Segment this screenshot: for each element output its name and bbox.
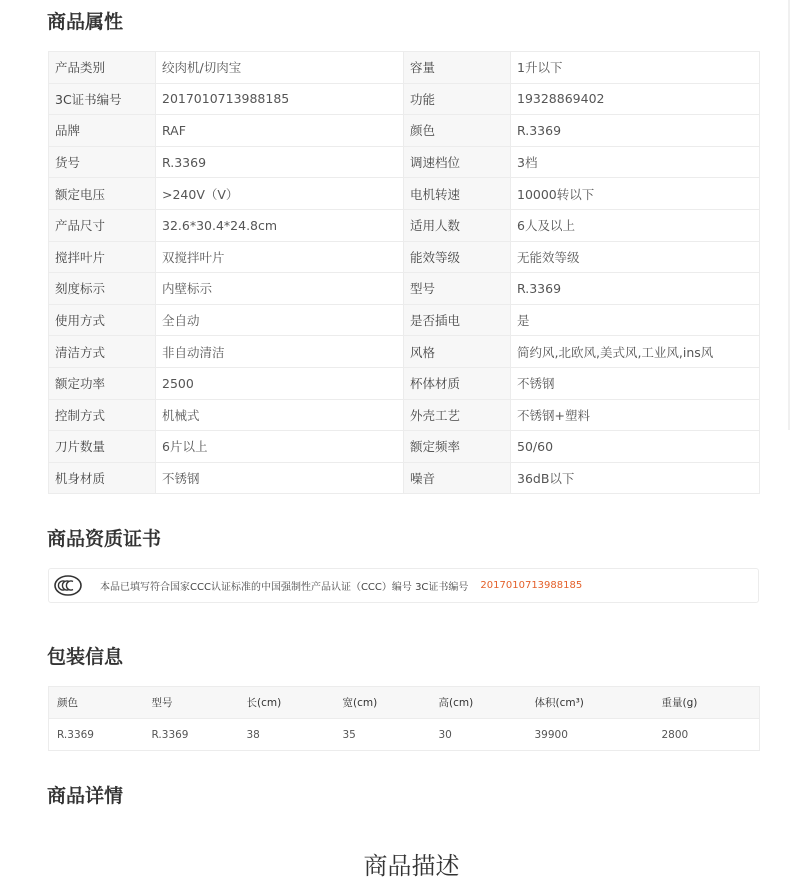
attribute-value: 19328869402	[511, 83, 760, 115]
attribute-value: 6片以上	[156, 431, 404, 463]
packaging-cell: 39900	[527, 719, 654, 751]
packaging-cell: R.3369	[49, 719, 144, 751]
attribute-value: 非自动清洁	[156, 336, 404, 368]
attribute-value: 全自动	[156, 304, 404, 336]
attribute-value: 1升以下	[511, 52, 760, 84]
attribute-row	[49, 367, 760, 399]
attribute-key: 搅拌叶片	[49, 241, 156, 273]
attribute-key: 能效等级	[404, 241, 511, 273]
attribute-key: 使用方式	[49, 304, 156, 336]
packaging-row	[49, 719, 760, 751]
attribute-key: 品牌	[49, 115, 156, 147]
packaging-header-cell: 高(cm)	[431, 687, 527, 719]
attribute-value: 10000转以下	[511, 178, 760, 210]
certificate-number: 2017010713988185	[480, 580, 583, 591]
certificate-box	[48, 568, 759, 603]
packaging-cell: 38	[239, 719, 335, 751]
attribute-key: 刀片数量	[49, 431, 156, 463]
attribute-value: 内壁标示	[156, 273, 404, 305]
packaging-table	[48, 686, 760, 751]
certificate-text: 本品已填写符合国家CCC认证标准的中国强制性产品认证（CCC）编号 3C证书编号	[100, 582, 469, 593]
packaging-cell: 30	[431, 719, 527, 751]
packaging-cell: 2800	[654, 719, 760, 751]
attribute-value: >240V（V）	[156, 178, 404, 210]
attribute-key: 功能	[404, 83, 511, 115]
attribute-value: 绞肉机/切肉宝	[156, 52, 404, 84]
attribute-key: 清洁方式	[49, 336, 156, 368]
product-description-heading: 商品描述	[363, 852, 460, 880]
attribute-value: 2500	[156, 367, 404, 399]
attribute-key: 产品尺寸	[49, 209, 156, 241]
attribute-value: 32.6*30.4*24.8cm	[156, 209, 404, 241]
packaging-cell: R.3369	[144, 719, 239, 751]
attribute-value: 6人及以上	[511, 209, 760, 241]
attribute-value: 机械式	[156, 399, 404, 431]
packaging-header-cell: 型号	[144, 687, 239, 719]
packaging-header-cell: 重量(g)	[654, 687, 760, 719]
attribute-key: 杯体材质	[404, 367, 511, 399]
attribute-value: RAF	[156, 115, 404, 147]
attribute-value: 无能效等级	[511, 241, 760, 273]
attribute-row	[49, 462, 760, 494]
attribute-value: R.3369	[511, 115, 760, 147]
packaging-header-cell: 体积(cm³)	[527, 687, 654, 719]
attribute-value: 50/60	[511, 431, 760, 463]
attribute-key: 颜色	[404, 115, 511, 147]
attribute-key: 额定功率	[49, 367, 156, 399]
attribute-row	[49, 209, 760, 241]
attribute-row	[49, 52, 760, 84]
attribute-row	[49, 83, 760, 115]
attribute-value: 不锈钢+塑料	[511, 399, 760, 431]
attribute-row	[49, 273, 760, 305]
packaging-header-row	[49, 687, 760, 719]
packaging-cell: 35	[335, 719, 431, 751]
attribute-key: 噪音	[404, 462, 511, 494]
packaging-section-title: 包装信息	[47, 646, 124, 668]
attribute-key: 风格	[404, 336, 511, 368]
attributes-section-title: 商品属性	[47, 11, 124, 33]
attribute-value: R.3369	[156, 146, 404, 178]
certificate-section-title: 商品资质证书	[47, 528, 162, 550]
attribute-key: 额定电压	[49, 178, 156, 210]
attribute-row	[49, 146, 760, 178]
attributes-table	[48, 51, 760, 494]
attribute-value: 双搅拌叶片	[156, 241, 404, 273]
attribute-key: 外壳工艺	[404, 399, 511, 431]
attribute-value: R.3369	[511, 273, 760, 305]
attribute-value: 是	[511, 304, 760, 336]
attribute-row	[49, 431, 760, 463]
attribute-key: 产品类别	[49, 52, 156, 84]
attribute-row	[49, 241, 760, 273]
attribute-key: 调速档位	[404, 146, 511, 178]
attribute-key: 3C证书编号	[49, 83, 156, 115]
packaging-header-cell: 长(cm)	[239, 687, 335, 719]
attribute-value: 简约风,北欧风,美式风,工业风,ins风	[511, 336, 760, 368]
attribute-key: 货号	[49, 146, 156, 178]
attribute-key: 型号	[404, 273, 511, 305]
ccc-mark-icon	[54, 575, 82, 596]
attribute-value: 3档	[511, 146, 760, 178]
attribute-value: 36dB以下	[511, 462, 760, 494]
attribute-key: 机身材质	[49, 462, 156, 494]
attribute-row	[49, 304, 760, 336]
attribute-key: 控制方式	[49, 399, 156, 431]
attribute-key: 额定频率	[404, 431, 511, 463]
packaging-header-cell: 宽(cm)	[335, 687, 431, 719]
attribute-value: 2017010713988185	[156, 83, 404, 115]
attribute-key: 电机转速	[404, 178, 511, 210]
attribute-key: 是否插电	[404, 304, 511, 336]
attribute-key: 适用人数	[404, 209, 511, 241]
attribute-row	[49, 115, 760, 147]
attribute-row	[49, 336, 760, 368]
attribute-row	[49, 399, 760, 431]
attribute-value: 不锈钢	[511, 367, 760, 399]
details-section-title: 商品详情	[47, 785, 124, 807]
attribute-row	[49, 178, 760, 210]
packaging-header-cell: 颜色	[49, 687, 144, 719]
attribute-value: 不锈钢	[156, 462, 404, 494]
attribute-key: 容量	[404, 52, 511, 84]
attribute-key: 刻度标示	[49, 273, 156, 305]
